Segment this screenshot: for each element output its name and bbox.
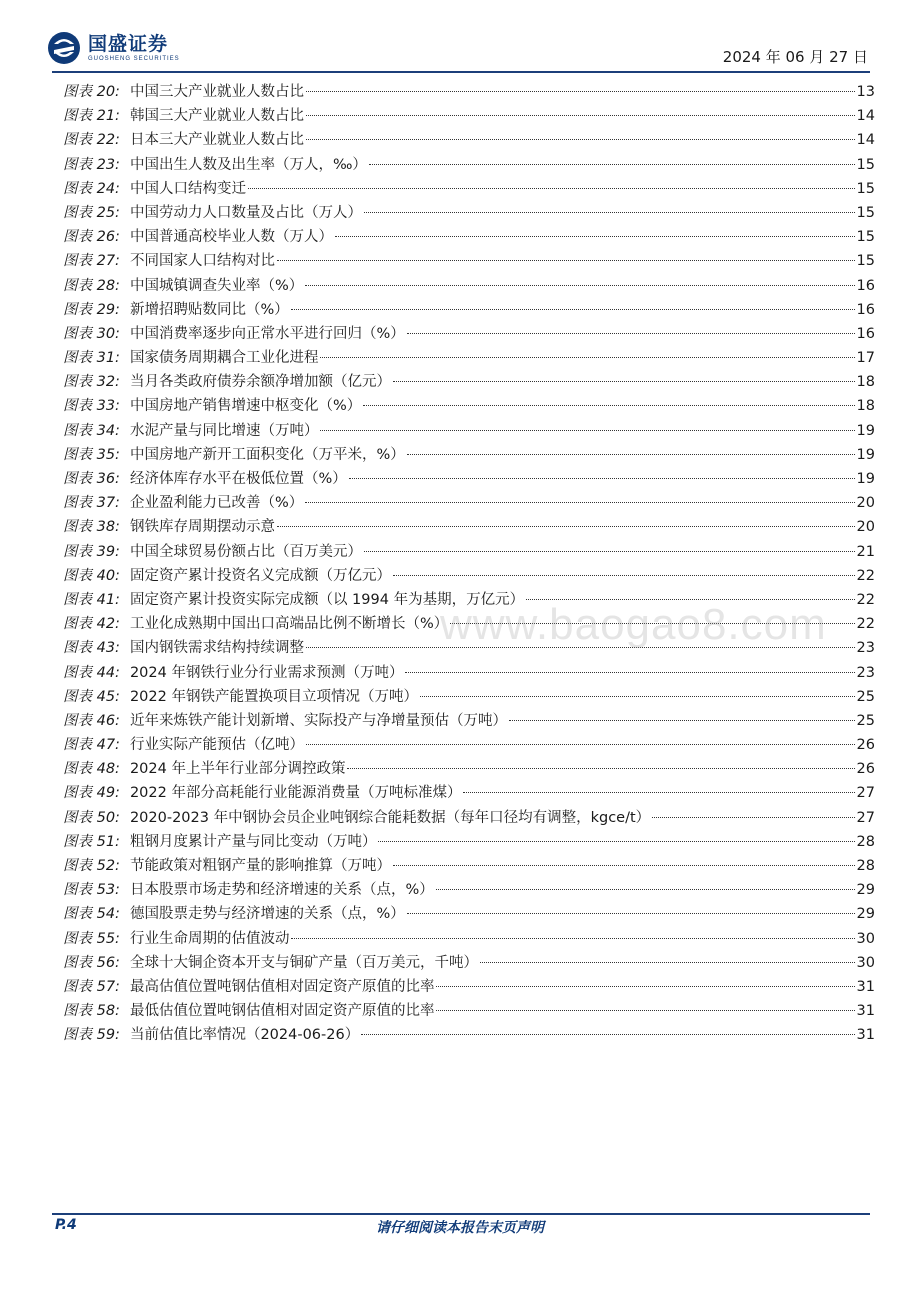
toc-dot-leader [363,405,854,406]
toc-entry-page: 31 [856,978,875,995]
toc-dot-leader [364,551,855,552]
toc-dot-leader [407,913,855,914]
toc-entry-title: 近年来炼铁产能计划新增、实际投产与净增量预估（万吨） [129,712,507,729]
toc-entry-label: 图表 37: [63,495,120,512]
toc-entry[interactable] [63,951,875,975]
toc-entry-label: 图表 54: [63,906,120,923]
toc-entry-title: 2022 年钢铁产能置换项目立项情况（万吨） [129,688,418,705]
toc-entry-label: 图表 48: [63,761,120,778]
toc-entry-title: 中国人口结构变迁 [129,180,246,197]
toc-entry-title: 固定资产累计投资名义完成额（万亿元） [129,567,391,584]
toc-entry[interactable] [63,298,875,322]
toc-dot-leader [652,817,854,818]
toc-entry-label: 图表 52: [63,858,120,874]
toc-entry-label: 图表 57: [63,978,120,995]
toc-entry-label: 图表 45: [63,688,120,705]
toc-entry-label: 图表 20: [63,84,120,100]
toc-entry-label: 图表 43: [63,640,120,657]
toc-entry-page: 31 [856,1027,875,1044]
toc-entry-page: 15 [856,180,875,197]
toc-entry-label: 图表 30: [63,325,120,342]
toc-entry[interactable] [63,709,875,733]
header-divider [52,71,870,73]
toc-entry-title: 当月各类政府债券余额净增加额（亿元） [129,374,391,391]
toc-entry-title: 2024 年钢铁行业分行业需求预测（万吨） [129,664,404,681]
toc-entry-label: 图表 33: [63,398,120,415]
toc-entry[interactable] [63,153,875,177]
toc-entry-page: 13 [856,84,875,100]
toc-dot-leader [480,962,855,963]
toc-entry-label: 图表 56: [63,954,120,971]
toc-entry[interactable] [63,104,875,128]
toc-entry[interactable] [63,927,875,951]
toc-dot-leader [393,575,855,576]
toc-entry-page: 16 [856,325,875,342]
toc-entry-label: 图表 39: [63,543,120,560]
toc-dot-leader [291,309,855,310]
toc-entry-title: 韩国三大产业就业人数占比 [129,108,304,125]
toc-dot-leader [369,164,855,165]
toc-entry-label: 图表 47: [63,737,120,754]
page-header [0,0,920,70]
toc-entry-title: 中国全球贸易份额占比（百万美元） [129,543,362,560]
toc-entry-label: 图表 55: [63,930,120,947]
page-number: P.4 [55,1217,77,1233]
toc-dot-leader [407,454,855,455]
toc-entry[interactable] [63,177,875,201]
toc-entry-page: 15 [856,156,875,173]
toc-entry-page: 14 [856,132,875,149]
toc-entry-title: 日本股票市场走势和经济增速的关系（点，%） [129,882,434,899]
toc-entry-label: 图表 34: [63,422,120,439]
toc-entry-page: 22 [856,567,875,584]
toc-dot-leader [291,938,854,939]
toc-entry-page: 30 [856,954,875,971]
toc-entry-title: 2020-2023 年中钢协会员企业吨钢综合能耗数据（每年口径均有调整，kgce/t） [129,809,651,826]
toc-entry-page: 28 [856,833,875,850]
toc-dot-leader [277,260,855,261]
toc-dot-leader [378,841,854,842]
logo-chinese-name: 国盛证券 [88,33,169,55]
toc-entry-title: 粗钢月度累计产量与同比变动（万吨） [129,833,377,850]
toc-entry[interactable] [63,830,875,854]
toc-entry-title: 节能政策对粗钢产量的影响推算（万吨） [129,858,391,874]
toc-entry-label: 图表 53: [63,882,120,899]
toc-dot-leader [349,478,855,479]
toc-entry-title: 中国出生人数及出生率（万人，‰） [129,156,367,173]
toc-entry-page: 23 [856,664,875,681]
toc-entry-page: 27 [856,809,875,826]
toc-entry-label: 图表 24: [63,180,120,197]
toc-entry-label: 图表 32: [63,374,120,391]
toc-dot-leader [463,792,854,793]
toc-entry-label: 图表 41: [63,591,120,608]
toc-entry-title: 德国股票走势与经济增速的关系（点，%） [129,906,405,923]
toc-entry[interactable] [63,854,875,878]
toc-entry[interactable] [63,201,875,225]
toc-entry-title: 水泥产量与同比增速（万吨） [129,422,319,439]
toc-entry-title: 固定资产累计投资实际完成额（以 1994 年为基期，万亿元） [129,591,525,608]
toc-entry[interactable] [63,685,875,709]
toc-entry-page: 15 [856,253,875,270]
toc-entry-title: 日本三大产业就业人数占比 [129,132,304,149]
toc-entry-title: 工业化成熟期中国出口高端品比例不断增长（%） [129,616,449,633]
toc-entry[interactable] [63,274,875,298]
figure-index [63,80,875,1048]
toc-entry[interactable] [63,806,875,830]
toc-entry[interactable] [63,878,875,902]
toc-dot-leader [420,696,855,697]
toc-entry-page: 20 [856,519,875,536]
toc-dot-leader [305,502,854,503]
toc-entry-label: 图表 44: [63,664,120,681]
toc-entry-label: 图表 22: [63,132,120,149]
toc-entry-page: 19 [856,471,875,487]
toc-entry[interactable] [63,394,875,418]
toc-dot-leader [361,1034,854,1035]
toc-entry-label: 图表 46: [63,712,120,729]
toc-entry-page: 16 [856,277,875,294]
toc-dot-leader [436,889,855,890]
report-date: 2024 年 06 月 27 日 [722,48,868,66]
toc-entry[interactable] [63,249,875,273]
toc-entry-label: 图表 29: [63,301,120,318]
toc-entry[interactable] [63,540,875,564]
toc-entry-title: 钢铁库存周期摆动示意 [129,519,275,536]
toc-entry-label: 图表 27: [63,253,120,270]
toc-dot-leader [306,115,855,116]
toc-entry-title: 全球十大铜企资本开支与铜矿产量（百万美元，千吨） [129,954,478,971]
logo-english-name: GUOSHENG SECURITIES [88,56,180,62]
toc-entry-label: 图表 21: [63,108,120,125]
toc-entry-page: 25 [856,712,875,729]
company-logo [46,28,246,68]
toc-entry-page: 23 [856,640,875,657]
toc-dot-leader [436,1010,854,1011]
toc-entry-label: 图表 59: [63,1027,120,1044]
toc-entry-page: 19 [856,446,875,463]
toc-entry-title: 经济体库存水平在极低位置（%） [129,471,347,487]
toc-entry-title: 2022 年部分高耗能行业能源消费量（万吨标准煤） [129,785,462,802]
toc-entry-title: 不同国家人口结构对比 [129,253,275,270]
toc-entry[interactable] [63,1023,875,1047]
toc-entry-label: 图表 51: [63,833,120,850]
toc-entry[interactable] [63,781,875,805]
toc-entry-label: 图表 35: [63,446,120,463]
toc-entry-title: 新增招聘贴数同比（%） [129,301,289,318]
toc-entry-page: 27 [856,785,875,802]
toc-entry[interactable] [63,419,875,443]
toc-entry[interactable] [63,346,875,370]
toc-dot-leader [347,768,854,769]
footer-divider [52,1213,870,1215]
toc-dot-leader [305,285,854,286]
toc-entry-page: 31 [856,1003,875,1020]
toc-entry-page: 16 [856,301,875,318]
toc-entry-label: 图表 31: [63,350,120,367]
toc-entry-page: 15 [856,229,875,246]
toc-entry-title: 国家债务周期耦合工业化进程 [129,350,319,367]
toc-entry-page: 30 [856,930,875,947]
toc-entry-title: 当前估值比率情况（2024-06-26） [129,1027,360,1044]
toc-entry[interactable] [63,322,875,346]
toc-entry-page: 22 [856,591,875,608]
toc-entry-page: 26 [856,761,875,778]
toc-entry-page: 25 [856,688,875,705]
toc-entry-page: 17 [856,350,875,367]
toc-entry[interactable] [63,515,875,539]
toc-entry-label: 图表 23: [63,156,120,173]
toc-dot-leader [393,865,855,866]
toc-dot-leader [320,357,854,358]
toc-dot-leader [277,526,855,527]
toc-dot-leader [306,744,855,745]
toc-entry-page: 29 [856,882,875,899]
toc-entry-page: 26 [856,737,875,754]
toc-entry-label: 图表 40: [63,567,120,584]
toc-entry-title: 中国房地产新开工面积变化（万平米，%） [129,446,405,463]
toc-entry-label: 图表 42: [63,616,120,633]
toc-entry-label: 图表 25: [63,204,120,221]
watermark: www.baogao8.com [440,600,827,649]
toc-entry-page: 29 [856,906,875,923]
toc-entry-title: 最高估值位置吨钢估值相对固定资产原值的比率 [129,978,435,995]
toc-entry[interactable] [63,975,875,999]
toc-entry[interactable] [63,757,875,781]
toc-entry-page: 22 [856,616,875,633]
toc-entry-page: 20 [856,495,875,512]
toc-entry-page: 15 [856,204,875,221]
toc-entry-title: 国内钢铁需求结构持续调整 [129,640,304,657]
toc-entry-title: 最低估值位置吨钢估值相对固定资产原值的比率 [129,1003,435,1020]
toc-dot-leader [364,212,855,213]
toc-dot-leader [405,672,854,673]
toc-entry-title: 中国普通高校毕业人数（万人） [129,229,333,246]
toc-entry-label: 图表 49: [63,785,120,802]
toc-entry-page: 21 [856,543,875,560]
toc-entry[interactable] [63,80,875,104]
toc-entry-title: 中国消费率逐步向正常水平进行回归（%） [129,325,405,342]
guosheng-logo-icon [46,30,82,66]
toc-entry-title: 中国房地产销售增速中枢变化（%） [129,398,362,415]
toc-entry[interactable] [63,467,875,491]
toc-dot-leader [436,986,854,987]
toc-entry-title: 行业生命周期的估值波动 [129,930,290,947]
toc-entry-page: 14 [856,108,875,125]
toc-entry[interactable] [63,564,875,588]
toc-entry-label: 图表 38: [63,519,120,536]
toc-entry-page: 19 [856,422,875,439]
toc-entry[interactable] [63,491,875,515]
toc-dot-leader [306,139,855,140]
toc-dot-leader [335,236,855,237]
toc-entry-label: 图表 26: [63,229,120,246]
toc-entry[interactable] [63,225,875,249]
toc-entry-title: 中国三大产业就业人数占比 [129,84,304,100]
disclaimer-note: 请仔细阅读本报告末页声明 [376,1220,544,1236]
toc-entry-page: 18 [856,374,875,391]
toc-dot-leader [306,91,855,92]
toc-entry-page: 28 [856,858,875,874]
toc-entry-label: 图表 28: [63,277,120,294]
toc-dot-leader [509,720,855,721]
toc-dot-leader [248,188,855,189]
toc-entry-page: 18 [856,398,875,415]
toc-entry-label: 图表 58: [63,1003,120,1020]
toc-dot-leader [393,381,855,382]
toc-entry-label: 图表 50: [63,809,120,826]
toc-entry[interactable] [63,370,875,394]
toc-entry[interactable] [63,661,875,685]
toc-entry[interactable] [63,733,875,757]
toc-entry-title: 企业盈利能力已改善（%） [129,495,304,512]
toc-entry-title: 中国城镇调查失业率（%） [129,277,304,294]
toc-dot-leader [407,333,855,334]
toc-entry[interactable] [63,128,875,152]
toc-entry-label: 图表 36: [63,471,120,487]
toc-dot-leader [320,430,854,431]
toc-entry[interactable] [63,999,875,1023]
toc-entry-title: 2024 年上半年行业部分调控政策 [129,761,346,778]
toc-entry-title: 行业实际产能预估（亿吨） [129,737,304,754]
toc-entry-title: 中国劳动力人口数量及占比（万人） [129,204,362,221]
toc-entry[interactable] [63,902,875,926]
toc-entry[interactable] [63,443,875,467]
